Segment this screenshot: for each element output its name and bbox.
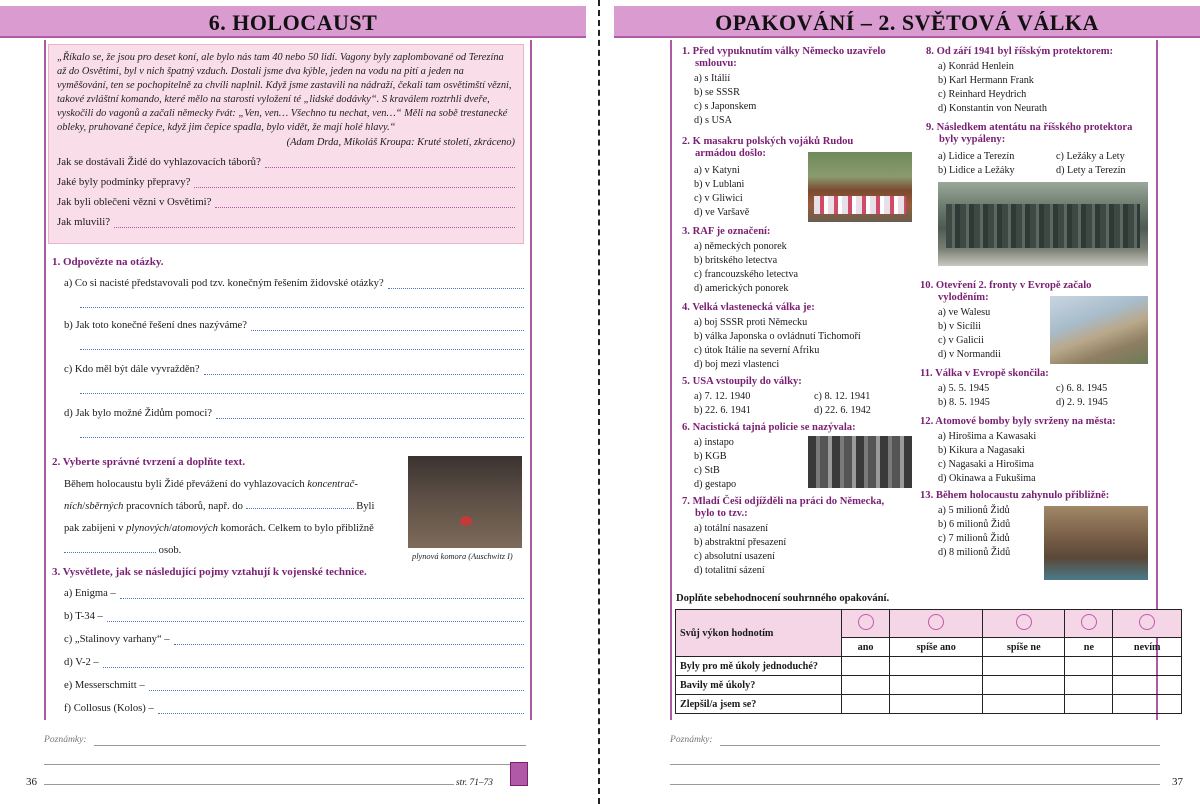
- table-row: [676, 657, 1182, 676]
- fill-blank-count[interactable]: [64, 543, 156, 553]
- quote-question: Jaké byly podmínky přepravy?: [57, 176, 515, 188]
- right-margin-line: [530, 40, 532, 720]
- task3-item: a) Enigma –: [64, 588, 524, 599]
- katyn-memorial-photo: [808, 152, 912, 222]
- column-ne: ne: [1065, 638, 1113, 657]
- answer-line[interactable]: [158, 704, 524, 714]
- q6-option[interactable]: b) KGB: [694, 451, 727, 462]
- notes-line[interactable]: [670, 764, 1160, 765]
- q13-option[interactable]: d) 8 milionů Židů: [938, 547, 1011, 558]
- answer-line[interactable]: [174, 635, 524, 645]
- q10-option[interactable]: c) v Galicii: [938, 335, 984, 346]
- q5-option[interactable]: d) 22. 6. 1942: [814, 405, 871, 416]
- question-1-title: 1. Před vypuknutím války Německo uzavřelo smlouvu:: [682, 46, 886, 69]
- face-cell: [1065, 610, 1113, 638]
- task1-item: d) Jak bylo možné Židům pomoci?: [64, 408, 524, 419]
- quote-box: [48, 44, 524, 244]
- q4-option[interactable]: d) boj mezi vlastenci: [694, 359, 780, 370]
- face-cell: [983, 610, 1065, 638]
- answer-line[interactable]: [114, 218, 515, 228]
- quote-question: Jak byli oblečeni vězni v Osvětimi?: [57, 196, 515, 208]
- answer-line[interactable]: [80, 384, 524, 394]
- task1-item: c) Kdo měl být dále vyvražděn?: [64, 364, 524, 375]
- q4-option[interactable]: b) válka Japonska o ovládnutí Tichomoří: [694, 331, 861, 342]
- option-atomove[interactable]: atomových: [171, 523, 218, 534]
- option-koncentracni[interactable]: koncentrač-: [307, 479, 358, 490]
- right-page: [604, 0, 1200, 804]
- rating-cell[interactable]: [983, 676, 1065, 695]
- question-6-title: 6. Nacistická tajná policie se nazývala:: [682, 422, 856, 433]
- q4-option[interactable]: a) boj SSSR proti Německu: [694, 317, 808, 328]
- fill-blank-camp[interactable]: [246, 499, 354, 509]
- column-spise-ne: spíše ne: [983, 638, 1065, 657]
- q2-option[interactable]: a) v Katyni: [694, 165, 740, 176]
- q5-option[interactable]: a) 7. 12. 1940: [694, 391, 751, 402]
- q5-option[interactable]: b) 22. 6. 1941: [694, 405, 751, 416]
- q12-option[interactable]: c) Nagasaki a Hirošima: [938, 459, 1034, 470]
- right-page-title: OPAKOVÁNÍ – 2. SVĚTOVÁ VÁLKA: [715, 10, 1099, 35]
- task1-title: 1. Odpovězte na otázky.: [52, 256, 164, 268]
- row-label: Bavily mě úkoly?: [676, 676, 842, 695]
- option-koncentracni-end[interactable]: ních: [64, 501, 83, 512]
- q4-option[interactable]: c) útok Itálie na severní Afriku: [694, 345, 820, 356]
- rating-cell[interactable]: [1113, 657, 1182, 676]
- q2-option[interactable]: d) ve Varšavě: [694, 207, 750, 218]
- q6-option[interactable]: d) gestapo: [694, 479, 737, 490]
- q9-option[interactable]: b) Lidice a Ležáky: [938, 165, 1015, 176]
- option-plynove[interactable]: plynových: [126, 523, 170, 534]
- q9-option[interactable]: d) Lety a Terezín: [1056, 165, 1126, 176]
- question-12-title: 12. Atomové bomby byly svrženy na města:: [920, 416, 1116, 427]
- q7-option[interactable]: d) totalitní sázení: [694, 565, 765, 576]
- task3-item: b) T-34 –: [64, 611, 524, 622]
- task3-item: f) Collosus (Kolos) –: [64, 703, 524, 714]
- q1-option[interactable]: c) s Japonskem: [694, 101, 757, 112]
- reference-book-icon: [510, 762, 528, 786]
- task2-text: Během holocaustu byli Židé převážení do vyhlazovacích koncentrač- ních/sběrných pracovních táborů, např. do Byli pak zabijeni v plynových/atomových komorách. Celkem to bylo přibližně osob.: [64, 479, 375, 556]
- q7-option[interactable]: b) abstraktní přesazení: [694, 537, 787, 548]
- row-label: Byly pro mě úkoly jednoduché?: [676, 657, 842, 676]
- notes-line[interactable]: [670, 784, 1160, 785]
- left-margin-line: [44, 40, 46, 720]
- question-8-title: 8. Od září 1941 byl říšským protektorem:: [926, 46, 1114, 57]
- q5-option[interactable]: c) 8. 12. 1941: [814, 391, 871, 402]
- q8-option[interactable]: c) Reinhard Heydrich: [938, 89, 1027, 100]
- task2-title: 2. Vyberte správné tvrzení a doplňte text.: [52, 456, 246, 468]
- q6-option[interactable]: c) StB: [694, 465, 720, 476]
- rating-cell[interactable]: [1065, 657, 1113, 676]
- answer-line[interactable]: [80, 428, 524, 438]
- face-cell: [1113, 610, 1182, 638]
- q1-option[interactable]: a) s Itálií: [694, 73, 731, 84]
- smile-face-icon: [858, 614, 874, 630]
- table-row: [676, 676, 1182, 695]
- lidice-memorial-photo: [938, 182, 1148, 266]
- q2-option[interactable]: c) v Gliwici: [694, 193, 743, 204]
- q10-option[interactable]: a) ve Walesu: [938, 307, 991, 318]
- rating-cell[interactable]: [890, 695, 983, 714]
- flowers-icon: [460, 516, 472, 526]
- answer-line[interactable]: [149, 681, 524, 691]
- rating-cell[interactable]: [1065, 695, 1113, 714]
- answer-line[interactable]: [107, 612, 524, 622]
- answer-line[interactable]: [194, 178, 515, 188]
- q13-option[interactable]: a) 5 milionů Židů: [938, 505, 1010, 516]
- quote-text: „Říkalo se, že jsou pro deset koní, ale bylo nás tam 40 nebo 50 lidí. Vagony byly zaplombované od Terezína až do Osvětimi, byl v nich špatný vzduch. Dostali jsme dva kýble, jeden na vodu na pití a jeden na vyměšování, ten se pochopitelně za chvíli naplnil. Když jsme zastavili na nádraží, čekali tam osvětimští vězni, takové zvláštní komando, které mělo na starosti vyložení té „lidské dodávky“. S kraválem roztrhli dveře, vyskočili do vagonů a začali německy řvát: „Ven, ven… Všechno tu nechat, ven…“ Měli na sobě trestanecké obleky, pruhované čepice, když jim čepice spadla, bylo vidět, že mají holé hlavy.“: [57, 52, 512, 133]
- answer-line[interactable]: [215, 198, 515, 208]
- column-nevim: nevím: [1113, 638, 1182, 657]
- answer-line[interactable]: [80, 298, 524, 308]
- photo-caption: plynová komora (Auschwitz I): [412, 552, 513, 561]
- task3-item: d) V-2 –: [64, 657, 524, 668]
- q7-option[interactable]: a) totální nasazení: [694, 523, 769, 534]
- notes-line[interactable]: [94, 745, 526, 746]
- q10-option[interactable]: d) v Normandii: [938, 349, 1001, 360]
- self-assessment-table: [675, 609, 1182, 714]
- q12-option[interactable]: a) Hirošima a Kawasaki: [938, 431, 1037, 442]
- self-header-label: Svůj výkon hodnotím: [676, 610, 842, 657]
- q1-option[interactable]: d) s USA: [694, 115, 732, 126]
- notes-line[interactable]: [44, 784, 454, 785]
- left-header: [0, 6, 586, 38]
- q13-option[interactable]: c) 7 milionů Židů: [938, 533, 1010, 544]
- page-number: 36: [26, 776, 37, 788]
- rating-cell[interactable]: [1113, 676, 1182, 695]
- normandy-photo: [1050, 296, 1148, 364]
- face-cell: [842, 610, 890, 638]
- answer-line[interactable]: [251, 321, 524, 331]
- table-row: [676, 695, 1182, 714]
- q3-option[interactable]: d) amerických ponorek: [694, 283, 789, 294]
- sad-face-icon: [1081, 614, 1097, 630]
- rating-cell[interactable]: [983, 657, 1065, 676]
- slight-smile-face-icon: [928, 614, 944, 630]
- self-assessment-title: Doplňte sebehodnocení souhrnného opakování.: [676, 593, 890, 604]
- confused-face-icon: [1139, 614, 1155, 630]
- q11-option[interactable]: c) 6. 8. 1945: [1056, 383, 1108, 394]
- q12-option[interactable]: b) Kikura a Nagasaki: [938, 445, 1025, 456]
- question-4-title: 4. Velká vlastenecká válka je:: [682, 302, 815, 313]
- q11-option[interactable]: b) 8. 5. 1945: [938, 397, 990, 408]
- left-page: [0, 0, 596, 804]
- task3-title: 3. Vysvětlete, jak se následující pojmy vztahují k vojenské technice.: [52, 566, 367, 578]
- rating-cell[interactable]: [983, 695, 1065, 714]
- q11-option[interactable]: d) 2. 9. 1945: [1056, 397, 1108, 408]
- left-page-title: 6. HOLOCAUST: [208, 10, 378, 35]
- q8-option[interactable]: b) Karl Hermann Frank: [938, 75, 1034, 86]
- q9-option[interactable]: c) Ležáky a Lety: [1056, 151, 1125, 162]
- q13-option[interactable]: b) 6 milionů Židů: [938, 519, 1011, 530]
- question-5-title: 5. USA vstoupily do války:: [682, 376, 802, 387]
- task3-item: e) Messerschmitt –: [64, 680, 524, 691]
- question-9-title: 9. Následkem atentátu na říšského protektora byly vypáleny:: [926, 122, 1133, 145]
- question-7-title: 7. Mladí Češi odjížděli na práci do Německa, bylo to tzv.:: [682, 496, 885, 519]
- task1-item: a) Co si nacisté představovali pod tzv. konečným řešením židovské otázky?: [64, 278, 524, 289]
- option-sberne[interactable]: sběrných: [85, 501, 124, 512]
- question-10-title: 10. Otevření 2. fronty v Evropě začalo vyloděním:: [920, 280, 1092, 303]
- answer-line[interactable]: [265, 158, 515, 168]
- quote-source: (Adam Drda, Mikoláš Kroupa: Kruté století, zkráceno): [286, 137, 515, 148]
- question-3-title: 3. RAF je označení:: [682, 226, 771, 237]
- page-number: 37: [1172, 776, 1183, 788]
- holocaust-museum-photo: [1044, 506, 1148, 580]
- question-2-title: 2. K masakru polských vojáků Rudou armádou došlo:: [682, 136, 854, 159]
- task1-item: b) Jak toto konečné řešení dnes nazýváme?: [64, 320, 524, 331]
- rating-cell[interactable]: [842, 676, 890, 695]
- notes-line[interactable]: [720, 745, 1160, 746]
- answer-line[interactable]: [80, 340, 524, 350]
- q3-option[interactable]: a) německých ponorek: [694, 241, 787, 252]
- right-header: [614, 6, 1200, 38]
- column-spise-ano: spíše ano: [890, 638, 983, 657]
- rating-cell[interactable]: [890, 657, 983, 676]
- page-divider: [598, 0, 602, 804]
- q12-option[interactable]: d) Okinawa a Fukušima: [938, 473, 1036, 484]
- q8-option[interactable]: a) Konrád Henlein: [938, 61, 1014, 72]
- q3-option[interactable]: b) britského letectva: [694, 255, 778, 266]
- rating-cell[interactable]: [1113, 695, 1182, 714]
- quote-question: Jak mluvili?: [57, 216, 515, 228]
- answer-line[interactable]: [204, 365, 524, 375]
- q6-option[interactable]: a) instapo: [694, 437, 734, 448]
- question-11-title: 11. Válka v Evropě skončila:: [920, 368, 1049, 379]
- q10-option[interactable]: b) v Sicílii: [938, 321, 982, 332]
- answer-line[interactable]: [120, 589, 524, 599]
- gestapo-photo: [808, 436, 912, 488]
- face-cell: [890, 610, 983, 638]
- rating-cell[interactable]: [842, 695, 890, 714]
- q2-option[interactable]: b) v Lublani: [694, 179, 745, 190]
- gas-chamber-photo: [408, 456, 522, 548]
- quote-question: Jak se dostávali Židé do vyhlazovacích táborů?: [57, 156, 515, 168]
- page-reference: str. 71–73: [456, 778, 493, 788]
- neutral-face-icon: [1016, 614, 1032, 630]
- q9-option[interactable]: a) Lidice a Terezín: [938, 151, 1015, 162]
- task3-item: c) „Stalinovy varhany“ –: [64, 634, 524, 645]
- q1-option[interactable]: b) se SSSR: [694, 87, 740, 98]
- row-label: Zlepšil/a jsem se?: [676, 695, 842, 714]
- rating-cell[interactable]: [842, 657, 890, 676]
- notes-line[interactable]: [44, 764, 526, 765]
- rating-cell[interactable]: [1065, 676, 1113, 695]
- question-13-title: 13. Během holocaustu zahynulo přibližně:: [920, 490, 1110, 501]
- q8-option[interactable]: d) Konstantin von Neurath: [938, 103, 1047, 114]
- q11-option[interactable]: a) 5. 5. 1945: [938, 383, 990, 394]
- q3-option[interactable]: c) francouzského letectva: [694, 269, 799, 280]
- q7-option[interactable]: c) absolutní usazení: [694, 551, 775, 562]
- answer-line[interactable]: [216, 409, 524, 419]
- left-margin-line: [670, 40, 672, 720]
- notes-label: Poznámky:: [44, 734, 87, 745]
- column-ano: ano: [842, 638, 890, 657]
- answer-line[interactable]: [103, 658, 524, 668]
- notes-label: Poznámky:: [670, 734, 713, 745]
- rating-cell[interactable]: [890, 676, 983, 695]
- answer-line[interactable]: [388, 279, 524, 289]
